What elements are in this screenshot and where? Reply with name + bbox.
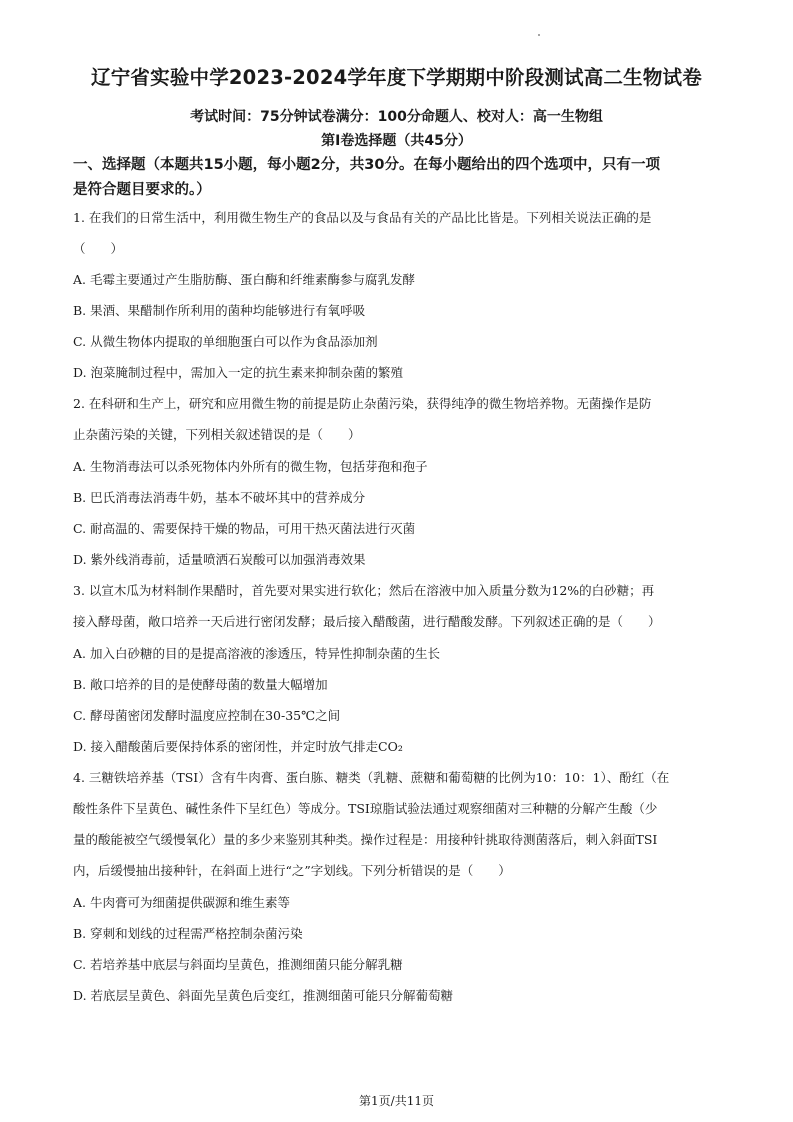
question-1-option-d: D. 泡菜腌制过程中，需加入一定的抗生素来抑制杂菌的繁殖 <box>73 365 404 380</box>
question-2-stem-line2: 止杂菌污染的关键，下列相关叙述错误的是（ ） <box>73 427 361 442</box>
question-2-option-a: A. 生物消毒法可以杀死物体内外所有的微生物，包括芽孢和孢子 <box>73 459 428 474</box>
question-3-stem-line2: 接入酵母菌，敞口培养一天后进行密闭发酵；最后接入醋酸菌，进行醋酸发酵。下列叙述正确的是（ ） <box>73 614 661 629</box>
question-4-option-b: B. 穿刺和划线的过程需严格控制杂菌污染 <box>73 926 303 941</box>
question-1-option-a: A. 毛霉主要通过产生脂肪酶、蛋白酶和纤维素酶参与腐乳发酵 <box>73 272 415 287</box>
scan-dot <box>538 34 540 36</box>
question-3-option-b: B. 敞口培养的目的是使酵母菌的数量大幅增加 <box>73 677 328 692</box>
section-heading-line2: 是符合题目要求的。） <box>73 182 211 198</box>
question-2-stem-line1: 2. 在科研和生产上，研究和应用微生物的前提是防止杂菌污染，获得纯净的微生物培养物。无菌操作是防 <box>73 396 652 411</box>
exam-info: 考试时间：75分钟试卷满分：100分命题人、校对人：高一生物组 <box>190 109 603 125</box>
question-4-option-d: D. 若底层呈黄色、斜面先呈黄色后变红，推测细菌可能只分解葡萄糖 <box>73 988 454 1003</box>
question-4-stem-line4: 内，后缓慢抽出接种针，在斜面上进行“之”字划线。下列分析错误的是（ ） <box>73 863 511 878</box>
question-1-stem-line1: 1. 在我们的日常生活中，利用微生物生产的食品以及与食品有关的产品比比皆是。下列相关说法正确的是 <box>73 210 652 225</box>
question-2-option-d: D. 紫外线消毒前，适量喷洒石炭酸可以加强消毒效果 <box>73 552 366 567</box>
question-2-option-c: C. 耐高温的、需要保持干燥的物品，可用干热灭菌法进行灭菌 <box>73 521 416 536</box>
question-4-option-a: A. 牛肉膏可为细菌提供碳源和维生素等 <box>73 895 290 910</box>
question-3-option-c: C. 酵母菌密闭发酵时温度应控制在30-35℃之间 <box>73 708 341 723</box>
question-4-stem-line3: 量的酸能被空气缓慢氧化）量的多少来鉴别其种类。操作过程是：用接种针挑取待测菌落后，刺入斜面TSI <box>73 832 658 847</box>
question-3-stem-line1: 3. 以宣木瓜为材料制作果醋时，首先要对果实进行软化；然后在溶液中加入质量分数为12%的白砂糖；再 <box>73 583 655 598</box>
question-1-option-b: B. 果酒、果醋制作所利用的菌种均能够进行有氧呼吸 <box>73 303 366 318</box>
question-1-stem-line2: （ ） <box>73 241 124 256</box>
question-4-stem-line1: 4. 三糖铁培养基（TSI）含有牛肉膏、蛋白胨、糖类（乳糖、蔗糖和葡萄糖的比例为10：10：1）、酚红（在 <box>73 770 670 785</box>
section-heading-line1: 一、选择题（本题共15小题，每小题2分，共30分。在每小题给出的四个选项中，只有一项 <box>73 157 660 173</box>
page-number: 第1页/共11页 <box>359 1094 434 1108</box>
question-1-option-c: C. 从微生物体内提取的单细胞蛋白可以作为食品添加剂 <box>73 334 378 349</box>
question-4-stem-line2: 酸性条件下呈黄色、碱性条件下呈红色）等成分。TSI琼脂试验法通过观察细菌对三种糖的分解产生酸（少 <box>73 801 658 816</box>
part-heading: 第I卷选择题（共45分） <box>321 133 472 149</box>
question-3-option-d: D. 接入醋酸菌后要保持体系的密闭性，并定时放气排走CO₂ <box>73 739 403 754</box>
question-2-option-b: B. 巴氏消毒法消毒牛奶，基本不破坏其中的营养成分 <box>73 490 366 505</box>
question-3-option-a: A. 加入白砂糖的目的是提高溶液的渗透压，特异性抑制杂菌的生长 <box>73 646 440 661</box>
question-4-option-c: C. 若培养基中底层与斜面均呈黄色，推测细菌只能分解乳糖 <box>73 957 403 972</box>
exam-title: 辽宁省实验中学2023-2024学年度下学期期中阶段测试高二生物试卷 <box>91 66 702 89</box>
